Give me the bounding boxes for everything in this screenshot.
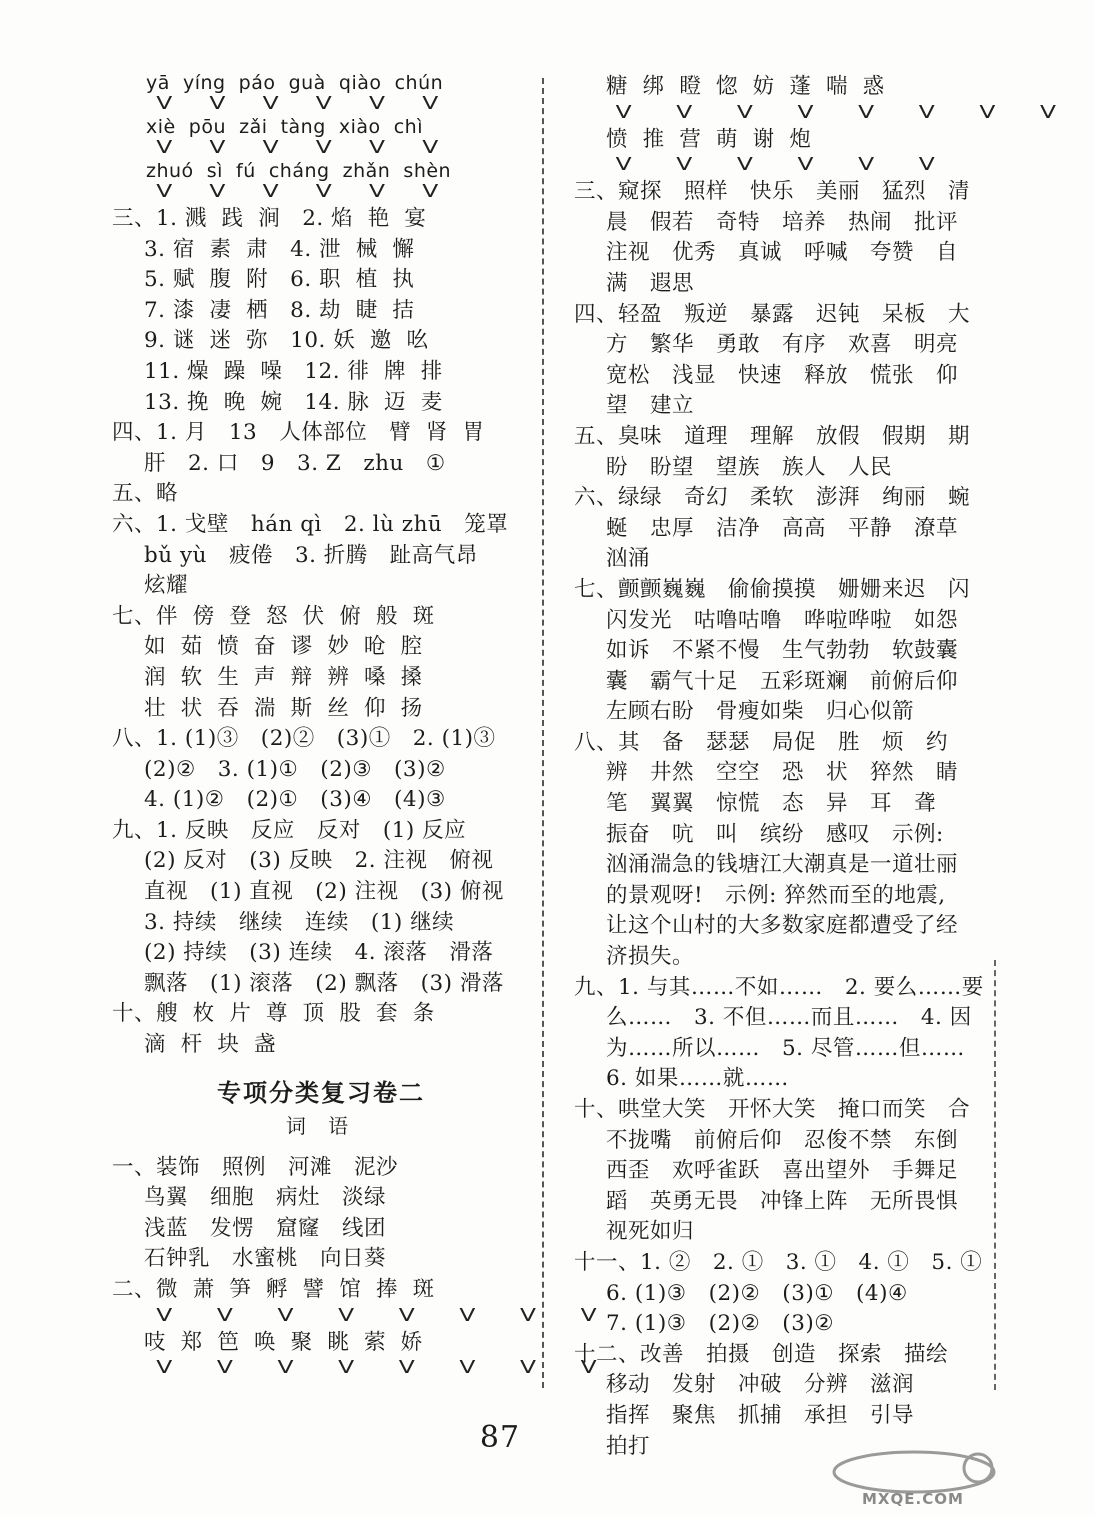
answer-line: 愤 推 营 萌 谢 炮 <box>606 126 812 152</box>
answer-line: 蜒 忠厚 洁净 高高 平静 潦草 <box>606 515 959 541</box>
answer-line: 四、轻盈 叛逆 暴露 迟钝 呆板 大 <box>574 301 971 327</box>
answer-line: 9. 谜 迷 弥 10. 妖 邀 吆 <box>144 328 429 354</box>
answer-line: 三、窥探 照样 快乐 美丽 猛烈 清 <box>574 179 971 205</box>
answer-line: 视死如归 <box>606 1219 695 1245</box>
answer-line: 晨 假若 奇特 培养 热闹 批评 <box>606 209 959 235</box>
answer-line: 飘落 (1) 滚落 (2) 飘落 (3) 滑落 <box>144 970 504 996</box>
answer-line: 肝 2. 口 9 3. Z zhu ① <box>144 450 446 476</box>
answer-line: 望 建立 <box>606 393 695 419</box>
margin-dashed-mark <box>994 960 996 1390</box>
answer-line: 三、1. 溅 践 涧 2. 焰 艳 宴 <box>112 206 427 231</box>
answer-line: 让这个山村的大多数家庭都遭受了经 <box>606 913 959 939</box>
section-subtitle: 词 语 <box>285 1113 357 1138</box>
answer-line: 移动 发射 冲破 分辨 滋润 <box>606 1372 915 1398</box>
checkmark-row: V V V V V V V V <box>156 1357 597 1379</box>
pinyin-row: yā yíng páo guà qiào chún <box>146 72 444 94</box>
answer-line: 指挥 聚焦 抓捕 承担 引导 <box>606 1402 915 1428</box>
answer-line: 7. (1)③ (2)② (3)② <box>606 1311 835 1337</box>
answer-line: 3. 宿 素 肃 4. 泄 械 懈 <box>144 236 415 262</box>
pinyin-row: zhuó sì fú cháng zhǎn shèn <box>146 160 452 182</box>
answer-line: 一、装饰 照例 河滩 泥沙 <box>112 1154 399 1180</box>
answer-line: 六、绿绿 奇幻 柔软 澎湃 绚丽 蜿 <box>574 485 971 511</box>
checkmark-row: V V V V V V <box>156 137 439 158</box>
answer-line: 九、1. 与其……不如…… 2. 要么……要 <box>574 974 984 1000</box>
answer-line: 如 茹 愤 奋 谬 妙 呛 腔 <box>144 634 423 660</box>
answer-line: 拍打 <box>606 1433 651 1459</box>
answer-line: 为……所以…… 5. 尽管……但…… <box>606 1035 965 1061</box>
answer-line: 闪发光 咕噜咕噜 哗啦哗啦 如怨 <box>606 607 959 633</box>
answer-line: 的景观呀! 示例: 猝然而至的地震, <box>606 882 946 908</box>
answer-line: 如诉 不紧不慢 生气勃勃 软鼓囊 <box>606 638 959 664</box>
answer-line: 3. 持续 继续 连续 (1) 继续 <box>144 909 455 935</box>
answer-line: 方 繁华 勇敢 有序 欢喜 明亮 <box>606 332 959 358</box>
answer-line: 四、1. 月 13 人体部位 臂 肾 胃 <box>112 420 485 446</box>
answer-line: bǔ yù 疲倦 3. 折腾 趾高气昂 <box>144 542 478 568</box>
answer-line: 吱 郑 笆 唤 聚 眺 萦 娇 <box>144 1329 423 1355</box>
answer-line: 十、哄堂大笑 开怀大笑 掩口而笑 合 <box>574 1097 971 1122</box>
answer-line: 七、伴 傍 登 怒 伏 俯 般 斑 <box>112 603 435 629</box>
answer-line: 六、1. 戈壁 hán qì 2. lù zhū 笼罩 <box>112 511 509 537</box>
answer-line: 5. 赋 腹 附 6. 职 植 执 <box>144 267 415 293</box>
watermark-logo <box>828 1448 1000 1511</box>
answer-line: 囊 霸气十足 五彩斑斓 前俯后仰 <box>606 668 959 694</box>
answer-line: 汹涌湍急的钱塘江大潮真是一道壮丽 <box>606 852 959 878</box>
answer-line: 11. 燥 躁 噪 12. 徘 牌 排 <box>144 358 443 384</box>
answer-line: 七、颤颤巍巍 偷偷摸摸 姗姗来迟 闪 <box>574 576 971 602</box>
watermark-text: MXQE.COM <box>862 1490 964 1508</box>
checkmark-row: V V V V V V <box>156 93 439 114</box>
answer-line: 济损失。 <box>606 944 695 970</box>
answer-line: 4. (1)② (2)① (3)④ (4)③ <box>144 787 446 813</box>
answer-line: 十二、改善 拍摄 创造 探索 描绘 <box>574 1341 949 1367</box>
answer-line: 6. (1)③ (2)② (3)① (4)④ <box>606 1280 908 1306</box>
answer-line: 八、其 备 瑟瑟 局促 胜 烦 约 <box>574 729 949 755</box>
answer-line: 左顾右盼 骨瘦如柴 归心似箭 <box>606 699 915 725</box>
answer-line: 十、艘 枚 片 尊 顶 股 套 条 <box>112 1001 435 1027</box>
answer-line: 鸟翼 细胞 病灶 淡绿 <box>144 1185 387 1211</box>
answer-line: 宽松 浅显 快速 释放 慌张 仰 <box>606 362 959 388</box>
answer-line: 五、臭味 道理 理解 放假 假期 期 <box>574 423 971 449</box>
answer-line: (2)② 3. (1)① (2)③ (3)② <box>144 756 446 782</box>
answer-line: 满 遐思 <box>606 270 695 296</box>
answer-line: 么…… 3. 不但……而且…… 4. 因 <box>606 1005 972 1031</box>
answer-line: 盼 盼望 望族 族人 人民 <box>606 454 893 480</box>
answer-line: 6. 如果……就…… <box>606 1066 789 1092</box>
answer-line: 汹涌 <box>606 546 651 572</box>
answer-line: 振奋 吭 叫 缤纷 感叹 示例: <box>606 821 944 847</box>
answer-line: 滴 杆 块 盏 <box>144 1032 277 1058</box>
answer-line: (2) 持续 (3) 连续 4. 滚落 滑落 <box>144 940 494 966</box>
answer-line: 西歪 欢呼雀跃 喜出望外 手舞足 <box>606 1158 959 1184</box>
answer-line: 二、微 萧 笋 孵 譬 馆 捧 斑 <box>112 1277 435 1302</box>
checkmark-row: V V V V V V <box>156 181 439 202</box>
answer-line: 糖 绑 瞪 惚 妨 蓬 喘 惑 <box>606 74 885 99</box>
answer-line: 7. 漆 凄 栖 8. 劫 睫 拮 <box>144 297 415 323</box>
answer-line: 直视 (1) 直视 (2) 注视 (3) 俯视 <box>144 879 504 905</box>
checkmark-row: V V V V V V <box>615 154 935 176</box>
answer-line: 笔 翼翼 惊慌 态 异 耳 聋 <box>606 791 937 817</box>
answer-line: 辨 井然 空空 恐 状 猝然 睛 <box>606 760 959 786</box>
answer-line: 九、1. 反映 反应 反对 (1) 反应 <box>112 817 467 843</box>
answer-line: 十一、1. ② 2. ① 3. ① 4. ① 5. ① <box>574 1249 983 1275</box>
answer-line: 石钟乳 水蜜桃 向日葵 <box>144 1246 387 1272</box>
left-column <box>112 72 597 1380</box>
answer-line: (2) 反对 (3) 反映 2. 注视 俯视 <box>144 848 494 874</box>
right-column <box>574 72 1057 1462</box>
answer-line: 注视 优秀 真诚 呼喊 夸赞 自 <box>606 240 959 266</box>
answer-line: 八、1. (1)③ (2)② (3)① 2. (1)③ <box>112 726 496 752</box>
pinyin-row: xiè pōu zǎi tàng xiào chì <box>146 116 423 138</box>
answer-line: 炫耀 <box>144 573 189 599</box>
spacer <box>112 1141 530 1153</box>
checkmark-row: V V V V V V V V <box>615 101 1057 123</box>
answer-line: 蹈 英勇无畏 冲锋上阵 无所畏惧 <box>606 1188 959 1214</box>
page-number: 87 <box>479 1420 521 1455</box>
answer-line: 浅蓝 发愣 窟窿 线团 <box>144 1215 387 1241</box>
answer-line: 不拢嘴 前俯后仰 忍俊不禁 东倒 <box>606 1127 959 1153</box>
answer-line: 壮 状 吞 湍 斯 丝 仰 扬 <box>144 695 423 721</box>
answer-line: 润 软 生 声 辩 辨 嗓 搡 <box>144 664 423 690</box>
answer-line: 五、略 <box>112 481 179 507</box>
answer-line: 13. 挽 晚 婉 14. 脉 迈 麦 <box>144 389 443 415</box>
section-title: 专项分类复习卷二 <box>217 1078 425 1107</box>
column-divider <box>542 78 544 1388</box>
checkmark-row: V V V V V V V V <box>156 1304 597 1326</box>
